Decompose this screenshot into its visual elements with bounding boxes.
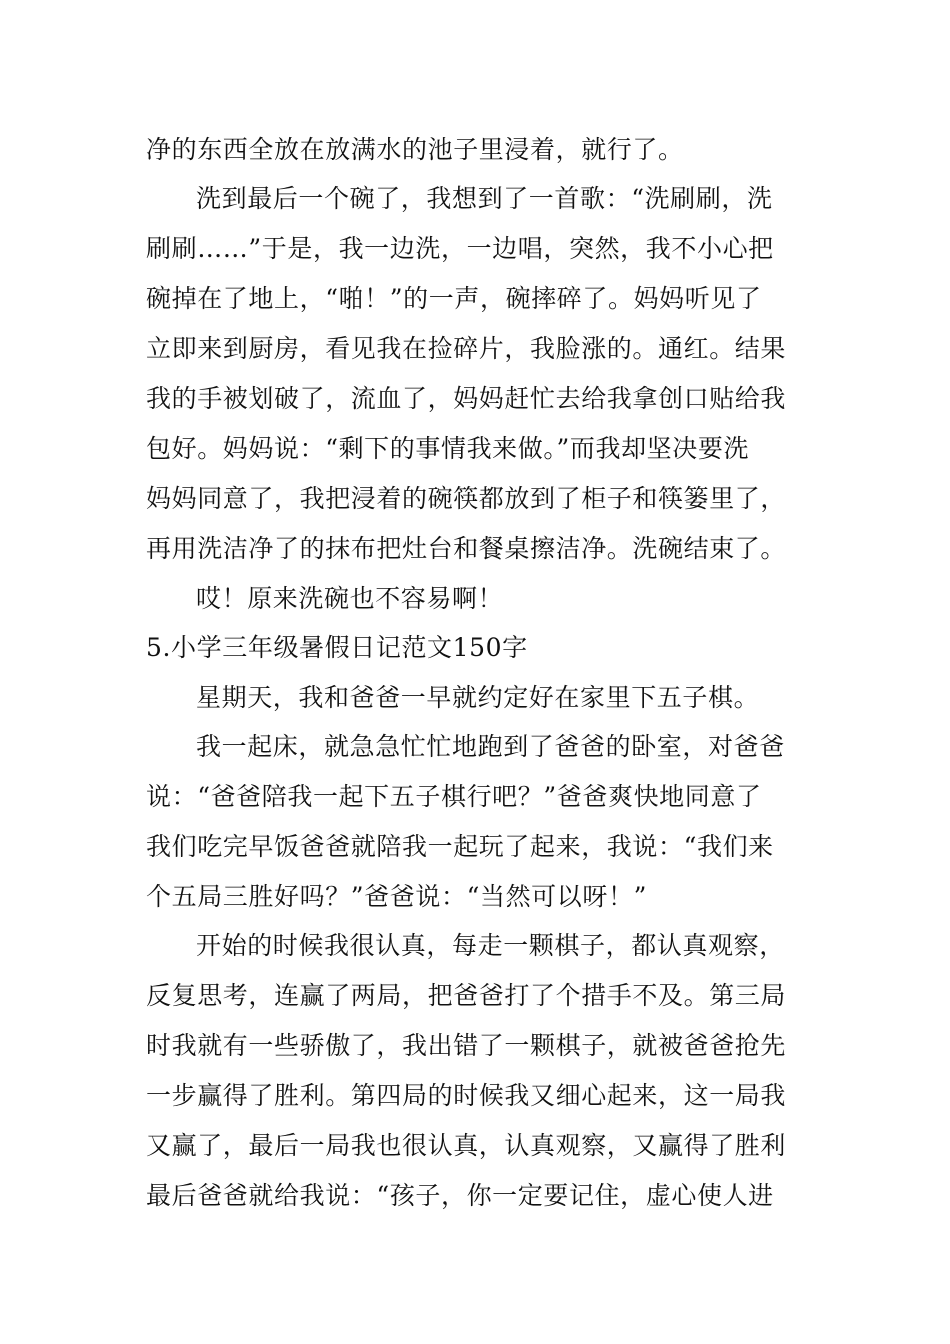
- text-line: 反复思考，连赢了两局，把爸爸打了个措手不及。第三局: [146, 981, 787, 1010]
- text-line: 碗掉在了地上，“啪！”的一声，碗摔碎了。妈妈听见了: [146, 284, 762, 313]
- text-line: 包好。妈妈说：“剩下的事情我来做。”而我却坚决要洗: [146, 434, 750, 463]
- text-line: 我们吃完早饭爸爸就陪我一起玩了起来，我说：“我们来: [146, 832, 774, 861]
- text-line: 立即来到厨房，看见我在捡碎片，我脸涨的。通红。结果: [146, 334, 787, 363]
- paragraph-start-line: 我一起床，就急急忙忙地跑到了爸爸的卧室，对爸爸: [196, 732, 785, 761]
- paragraph-start-line: 开始的时候我很认真，每走一颗棋子，都认真观察，: [196, 931, 785, 960]
- paragraph-start-line: 星期天，我和爸爸一早就约定好在家里下五子棋。: [196, 683, 760, 712]
- text-line: 净的东西全放在放满水的池子里浸着，就行了。: [146, 135, 684, 164]
- text-line: 妈妈同意了，我把浸着的碗筷都放到了柜子和筷篓里了，: [146, 484, 787, 513]
- text-line: 我的手被划破了，流血了，妈妈赶忙去给我拿创口贴给我: [146, 384, 787, 413]
- text-line: 又赢了，最后一局我也很认真，认真观察，又赢得了胜利: [146, 1131, 787, 1160]
- paragraph-start-line: 洗到最后一个碗了，我想到了一首歌：“洗刷刷，洗: [196, 184, 773, 213]
- text-line: 说：“爸爸陪我一起下五子棋行吧？”爸爸爽快地同意了: [146, 782, 762, 811]
- text-line: 一步赢得了胜利。第四局的时候我又细心起来，这一局我: [146, 1081, 787, 1110]
- text-line: 最后爸爸就给我说：“孩子，你一定要记住，虚心使人进: [146, 1181, 774, 1210]
- text-line: 时我就有一些骄傲了，我出错了一颗棋子，就被爸爸抢先: [146, 1031, 787, 1060]
- text-line: 刷刷……”于是，我一边洗，一边唱，突然，我不小心把: [146, 234, 774, 263]
- text-line: 个五局三胜好吗？”爸爸说：“当然可以呀！”: [146, 882, 647, 911]
- text-line: 再用洗洁净了的抹布把灶台和餐桌擦洁净。洗碗结束了。: [146, 534, 787, 563]
- paragraph-start-line: 哎！原来洗碗也不容易啊！: [196, 584, 504, 613]
- section-heading: 5.小学三年级暑假日记范文150字: [146, 633, 528, 662]
